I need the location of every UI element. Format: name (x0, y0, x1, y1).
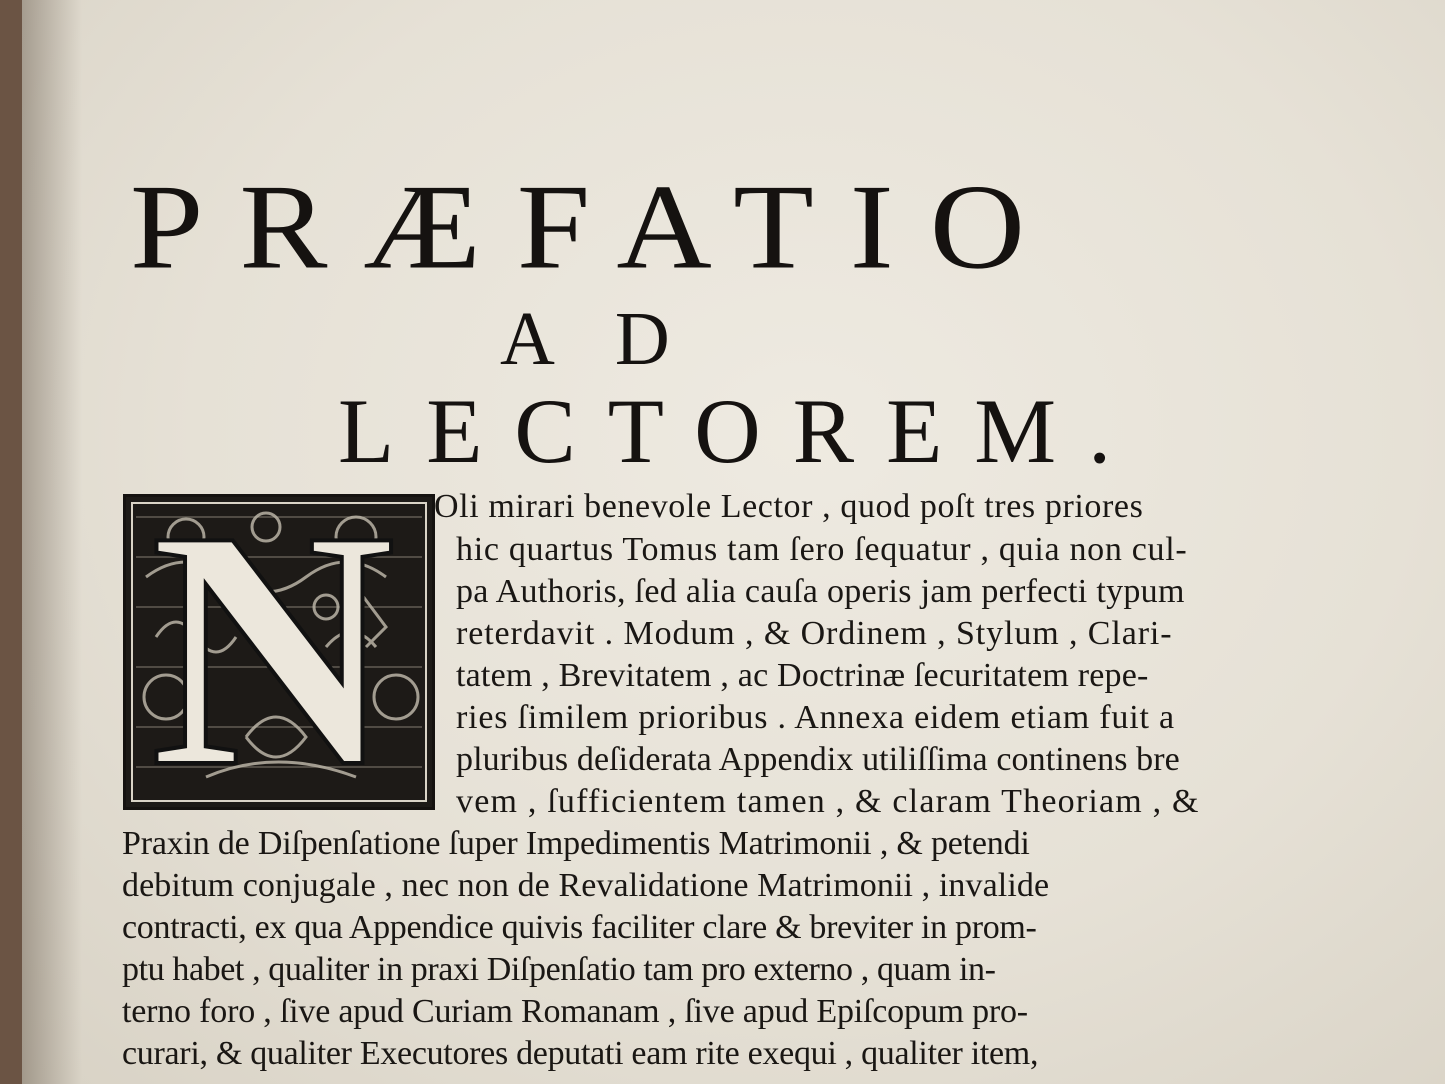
title-lectorem (338, 378, 1111, 484)
spine-shadow (22, 0, 82, 1084)
body-line-14: curari, & qualiter Executores deputati eam rite exequi , qualiter item, (122, 1035, 1039, 1072)
body-line-7: pluribus deſiderata Appendix utiliſſima continens bre (456, 741, 1180, 778)
body-line-10: debitum conjugale , nec non de Revalidatione Matrimonii , invalide (122, 867, 1050, 904)
title-lectorem-word: LECTOREM (338, 380, 1089, 482)
body-line-5: tatem , Brevitatem , ac Doctrinæ ſecuritatem repe- (456, 657, 1149, 694)
ornamental-dropcap (123, 460, 435, 837)
body-line-2: hic quartus Tomus tam ſero ſequatur , quia non cul- (456, 531, 1188, 568)
body-line-9: Praxin de Diſpenſatione ſuper Impedimentis Matrimonii , & petendi (122, 825, 1030, 862)
body-line-1: Oli mirari benevole Lector , quod poſt tres priores (434, 488, 1144, 525)
title-lectorem-period: . (1088, 380, 1112, 482)
dropcap-letter: N (150, 460, 396, 837)
title-praefatio: PRÆFATIO (130, 158, 1062, 295)
book-page (22, 0, 1445, 1084)
body-line-8: vem , ſufficientem tamen , & claram Theoriam , & (456, 783, 1200, 820)
body-line-13: terno foro , ſive apud Curiam Romanam , ſive apud Epiſcopum pro- (122, 993, 1028, 1030)
body-line-12: ptu habet , qualiter in praxi Diſpenſatio tam pro externo , quam in- (122, 951, 996, 988)
body-line-11: contracti, ex qua Appendice quivis faciliter clare & breviter in prom- (122, 909, 1037, 946)
body-line-4: reterdavit . Modum , & Ordinem , Stylum , Clari- (456, 615, 1173, 652)
body-line-6: ries ſimilem prioribus . Annexa eidem etiam fuit a (456, 699, 1175, 736)
body-line-3: pa Authoris, ſed alia cauſa operis jam perfecti typum (456, 573, 1185, 610)
title-ad: AD (500, 297, 730, 381)
